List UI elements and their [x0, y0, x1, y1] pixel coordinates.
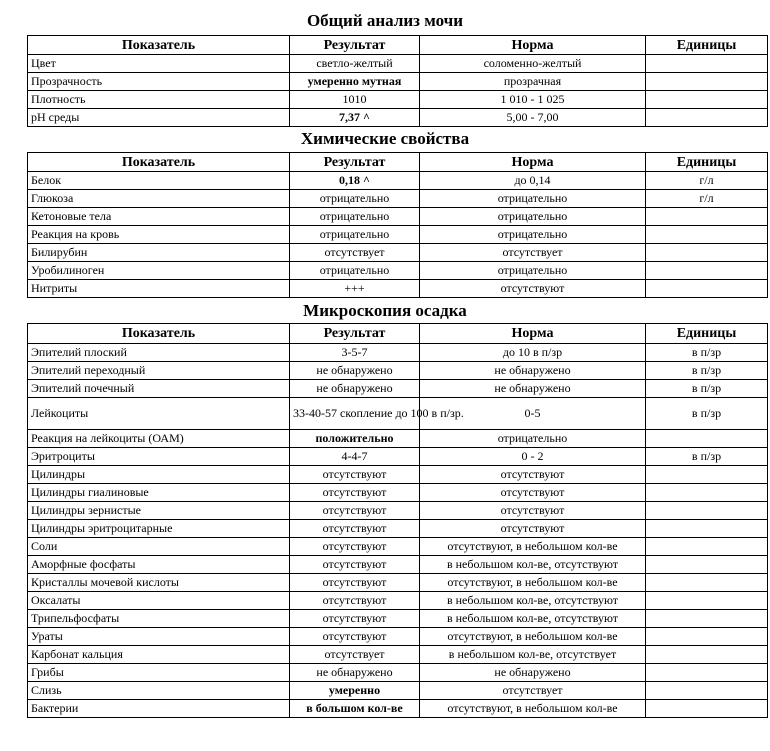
sediment-microscopy-table: [27, 323, 768, 718]
table-row: [28, 190, 768, 208]
units-cell: в п/зр: [646, 448, 768, 466]
table-header-row: [28, 153, 768, 172]
column-header: Единицы: [646, 324, 768, 344]
column-header: Результат: [290, 36, 420, 55]
result-cell: отрицательно: [290, 208, 420, 226]
result-cell: отсутствует: [290, 244, 420, 262]
result-cell: умеренно: [290, 682, 420, 700]
result-cell: в большом кол-ве: [290, 700, 420, 718]
general-analysis-table: [27, 35, 768, 127]
indicator-cell: Глюкоза: [28, 190, 290, 208]
table-row: [28, 502, 768, 520]
norm-cell: до 0,14: [420, 172, 646, 190]
units-cell: [646, 502, 768, 520]
norm-cell: не обнаружено: [420, 362, 646, 380]
result-cell: отсутствуют: [290, 610, 420, 628]
norm-cell: отсутствуют: [420, 520, 646, 538]
norm-cell: отрицательно: [420, 226, 646, 244]
indicator-cell: Карбонат кальция: [28, 646, 290, 664]
table-row: [28, 172, 768, 190]
norm-cell: в небольшом кол-ве, отсутствует: [420, 646, 646, 664]
result-cell: отсутствуют: [290, 628, 420, 646]
table-row: [28, 646, 768, 664]
norm-cell: отсутствует: [420, 682, 646, 700]
column-header: Результат: [290, 324, 420, 344]
norm-cell: отсутствуют, в небольшом кол-ве: [420, 574, 646, 592]
table-row: [28, 466, 768, 484]
units-cell: в п/зр: [646, 344, 768, 362]
table-row: [28, 55, 768, 73]
table-row: [28, 280, 768, 298]
units-cell: [646, 556, 768, 574]
table-row: [28, 520, 768, 538]
table-row: [28, 538, 768, 556]
units-cell: [646, 592, 768, 610]
table-row: [28, 556, 768, 574]
result-cell: 33-40-57 скопление до 100 в п/зр.: [290, 398, 420, 430]
units-cell: [646, 574, 768, 592]
units-cell: [646, 466, 768, 484]
table-row: [28, 484, 768, 502]
norm-cell: 5,00 - 7,00: [420, 109, 646, 127]
units-cell: [646, 664, 768, 682]
units-cell: [646, 628, 768, 646]
section-title-chemical: Химические свойства: [300, 129, 470, 148]
table-row: [28, 380, 768, 398]
indicator-cell: Соли: [28, 538, 290, 556]
norm-cell: не обнаружено: [420, 380, 646, 398]
table-row: [28, 362, 768, 380]
result-cell: отсутствуют: [290, 538, 420, 556]
result-cell: 1010: [290, 91, 420, 109]
table-row: [28, 208, 768, 226]
table-row: [28, 262, 768, 280]
norm-cell: прозрачная: [420, 73, 646, 91]
result-cell: светло-желтый: [290, 55, 420, 73]
chemical-properties-table: [27, 152, 768, 298]
norm-cell: отсутствуют: [420, 466, 646, 484]
norm-cell: в небольшом кол-ве, отсутствуют: [420, 610, 646, 628]
indicator-cell: Уробилиноген: [28, 262, 290, 280]
result-cell: не обнаружено: [290, 380, 420, 398]
indicator-cell: Цилиндры: [28, 466, 290, 484]
units-cell: [646, 646, 768, 664]
norm-cell: в небольшом кол-ве, отсутствуют: [420, 556, 646, 574]
norm-cell: 0 - 2: [420, 448, 646, 466]
indicator-cell: Прозрачность: [28, 73, 290, 91]
column-header: Результат: [290, 153, 420, 172]
norm-cell: 1 010 - 1 025: [420, 91, 646, 109]
units-cell: [646, 244, 768, 262]
result-cell: 0,18 ^: [290, 172, 420, 190]
table-row: [28, 91, 768, 109]
result-cell: 3-5-7: [290, 344, 420, 362]
column-header: Норма: [420, 153, 646, 172]
units-cell: [646, 484, 768, 502]
indicator-cell: Цвет: [28, 55, 290, 73]
units-cell: [646, 208, 768, 226]
result-cell: положительно: [290, 430, 420, 448]
table-row: [28, 430, 768, 448]
table-row: [28, 226, 768, 244]
norm-cell: отсутствуют: [420, 502, 646, 520]
indicator-cell: Трипельфосфаты: [28, 610, 290, 628]
norm-cell: отсутствуют, в небольшом кол-ве: [420, 538, 646, 556]
result-cell: отрицательно: [290, 190, 420, 208]
indicator-cell: Ураты: [28, 628, 290, 646]
norm-cell: не обнаружено: [420, 664, 646, 682]
indicator-cell: Грибы: [28, 664, 290, 682]
table-header-row: [28, 36, 768, 55]
result-cell: отсутствуют: [290, 592, 420, 610]
norm-cell: отсутствует: [420, 244, 646, 262]
result-cell: умеренно мутная: [290, 73, 420, 91]
table-row: [28, 344, 768, 362]
units-cell: [646, 682, 768, 700]
result-cell: +++: [290, 280, 420, 298]
norm-cell: соломенно-желтый: [420, 55, 646, 73]
norm-cell: отсутствуют: [420, 280, 646, 298]
indicator-cell: Кристаллы мочевой кислоты: [28, 574, 290, 592]
result-cell: отсутствуют: [290, 574, 420, 592]
result-cell: отрицательно: [290, 262, 420, 280]
indicator-cell: Оксалаты: [28, 592, 290, 610]
norm-cell: до 10 в п/зр: [420, 344, 646, 362]
indicator-cell: Реакция на кровь: [28, 226, 290, 244]
units-cell: [646, 538, 768, 556]
result-cell: отсутствуют: [290, 484, 420, 502]
indicator-cell: Бактерии: [28, 700, 290, 718]
section-title-general: Общий анализ мочи: [306, 11, 464, 30]
table-row: [28, 574, 768, 592]
norm-cell: отсутствуют, в небольшом кол-ве: [420, 700, 646, 718]
norm-cell: отрицательно: [420, 190, 646, 208]
units-cell: в п/зр: [646, 362, 768, 380]
norm-cell: в небольшом кол-ве, отсутствуют: [420, 592, 646, 610]
section-title-microscopy: Микроскопия осадка: [303, 301, 467, 320]
result-cell: отсутствуют: [290, 556, 420, 574]
units-cell: [646, 520, 768, 538]
table-row: [28, 592, 768, 610]
result-cell: 7,37 ^: [290, 109, 420, 127]
result-cell: не обнаружено: [290, 362, 420, 380]
norm-cell: отрицательно: [420, 430, 646, 448]
result-cell: отсутствуют: [290, 502, 420, 520]
table-row: [28, 244, 768, 262]
table-row: [28, 610, 768, 628]
units-cell: [646, 73, 768, 91]
units-cell: в п/зр: [646, 380, 768, 398]
units-cell: [646, 226, 768, 244]
indicator-cell: Цилиндры зернистые: [28, 502, 290, 520]
units-cell: [646, 610, 768, 628]
indicator-cell: Эритроциты: [28, 448, 290, 466]
units-cell: [646, 91, 768, 109]
norm-cell: отрицательно: [420, 208, 646, 226]
column-header: Показатель: [28, 36, 290, 55]
table-row: [28, 700, 768, 718]
indicator-cell: Билирубин: [28, 244, 290, 262]
units-cell: [646, 280, 768, 298]
indicator-cell: Эпителий переходный: [28, 362, 290, 380]
column-header: Показатель: [28, 153, 290, 172]
table-header-row: [28, 324, 768, 344]
units-cell: в п/зр: [646, 398, 768, 430]
indicator-cell: Нитриты: [28, 280, 290, 298]
result-cell: не обнаружено: [290, 664, 420, 682]
indicator-cell: Плотность: [28, 91, 290, 109]
units-cell: г/л: [646, 190, 768, 208]
column-header: Единицы: [646, 36, 768, 55]
table-row: [28, 448, 768, 466]
result-cell: отсутствуют: [290, 466, 420, 484]
table-row: [28, 109, 768, 127]
units-cell: [646, 700, 768, 718]
result-cell: отсутствует: [290, 646, 420, 664]
units-cell: [646, 55, 768, 73]
indicator-cell: Эпителий плоский: [28, 344, 290, 362]
indicator-cell: Эпителий почечный: [28, 380, 290, 398]
indicator-cell: pH среды: [28, 109, 290, 127]
norm-cell: отсутствуют, в небольшом кол-ве: [420, 628, 646, 646]
column-header: Показатель: [28, 324, 290, 344]
units-cell: [646, 430, 768, 448]
indicator-cell: Белок: [28, 172, 290, 190]
column-header: Норма: [420, 36, 646, 55]
indicator-cell: Реакция на лейкоциты (ОАМ): [28, 430, 290, 448]
table-row: [28, 682, 768, 700]
units-cell: [646, 262, 768, 280]
units-cell: [646, 109, 768, 127]
indicator-cell: Слизь: [28, 682, 290, 700]
table-row: [28, 664, 768, 682]
table-row: [28, 628, 768, 646]
norm-cell: отсутствуют: [420, 484, 646, 502]
norm-cell: отрицательно: [420, 262, 646, 280]
table-row: [28, 73, 768, 91]
indicator-cell: Лейкоциты: [28, 398, 290, 430]
column-header: Единицы: [646, 153, 768, 172]
result-cell: отсутствуют: [290, 520, 420, 538]
indicator-cell: Аморфные фосфаты: [28, 556, 290, 574]
table-row: [28, 398, 768, 430]
column-header: Норма: [420, 324, 646, 344]
indicator-cell: Цилиндры эритроцитарные: [28, 520, 290, 538]
indicator-cell: Кетоновые тела: [28, 208, 290, 226]
units-cell: г/л: [646, 172, 768, 190]
result-cell: 4-4-7: [290, 448, 420, 466]
norm-cell: 0-5: [420, 398, 646, 430]
result-cell: отрицательно: [290, 226, 420, 244]
indicator-cell: Цилиндры гиалиновые: [28, 484, 290, 502]
